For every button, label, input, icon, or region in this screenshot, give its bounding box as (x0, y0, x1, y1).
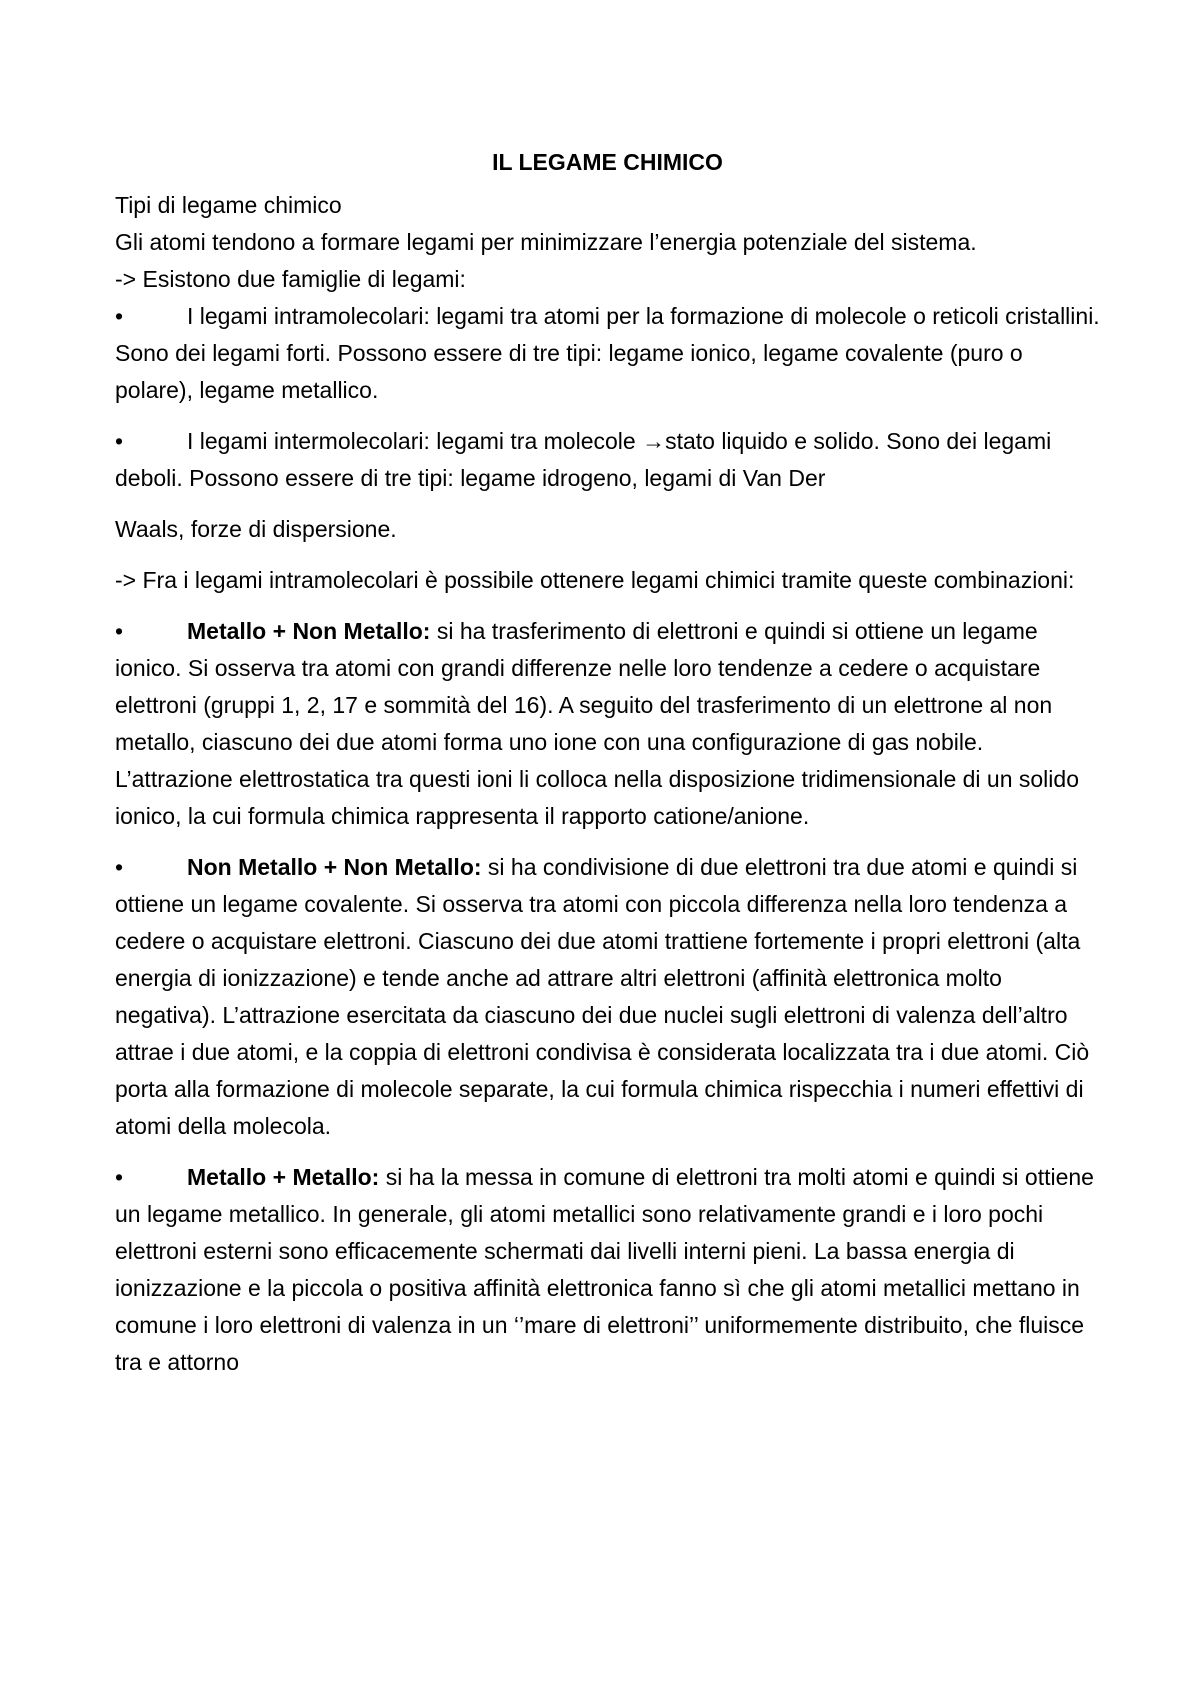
list-item-text: si ha la messa in comune di elettroni tra molti atomi e quindi si ottiene un legame metallico. In generale, gli atomi metallici sono relativamente grandi e i loro pochi elettroni esterni sono efficacemente schermati dai livelli interni pieni. La bassa energia di ionizzazione e la piccola o positiva affinità elettronica fanno sì che gli atomi metallici mettano in comune i loro elettroni di valenza in un ‘’mare di elettroni’’ uniformemente distribuito, che fluisce tra e attorno (115, 1164, 1094, 1375)
page-title: IL LEGAME CHIMICO (492, 149, 723, 175)
list-item-intermolecular (115, 423, 1100, 497)
bullet-icon: • (115, 618, 124, 644)
list-item-label: Metallo + Metallo: (187, 1164, 380, 1190)
list-item-text: I legami intermolecolari: legami tra molecole →stato liquido e solido. Sono dei legami deboli. Possono essere di tre tipi: legame idrogeno, legami di Van Der (115, 428, 1052, 491)
combinations-intro: -> Fra i legami intramolecolari è possibile ottenere legami chimici tramite queste combinazioni: (115, 567, 1075, 593)
list-item-metal-metal (115, 1159, 1100, 1381)
list-item-intramolecular (115, 298, 1100, 409)
list-item-label: Metallo + Non Metallo: (187, 618, 431, 644)
bullet-icon: • (115, 854, 124, 880)
list-item-label: Non Metallo + Non Metallo: (187, 854, 482, 880)
list-item-metal-nonmetal (115, 613, 1100, 835)
subtitle: Tipi di legame chimico (115, 192, 342, 218)
list-item-nonmetal-nonmetal (115, 849, 1100, 1145)
bullet-icon: • (115, 428, 124, 454)
list-item-text: I legami intramolecolari: legami tra atomi per la formazione di molecole o reticoli cristallini. Sono dei legami forti. Possono essere di tre tipi: legame ionico, legame covalente (puro o polare), legame metallico. (115, 303, 1100, 403)
document-body (115, 145, 1100, 1381)
list-item-text: si ha condivisione di due elettroni tra due atomi e quindi si ottiene un legame covalente. Si osserva tra atomi con piccola differenza nella loro tendenza a cedere o acquistare elettroni. Ciascuno dei due atomi trattiene fortemente i propri elettroni (alta energia di ionizzazione) e tende anche ad attrare altri elettroni (affinità elettronica molto negativa). L’attrazione esercitata da ciascuno dei due nuclei sugli elettroni di valenza dell’altro attrae i due atomi, e la coppia di elettroni condivisa è considerata localizzata tra i due atomi. Ciò porta alla formazione di molecole separate, la cui formula chimica rispecchia i numeri effettivi di atomi della molecola. (115, 854, 1090, 1139)
bullet-icon: • (115, 303, 124, 329)
intro-paragraph: Gli atomi tendono a formare legami per minimizzare l’energia potenziale del sistema. (115, 229, 977, 255)
list-item-text: si ha trasferimento di elettroni e quindi si ottiene un legame ionico. Si osserva tra atomi con grandi differenze nelle loro tendenze a cedere o acquistare elettroni (gruppi 1, 2, 17 e sommità del 16). A seguito del trasferimento di un elettrone al non metallo, ciascuno dei due atomi forma uno ione con una configurazione di gas nobile. L’attrazione elettrostatica tra questi ioni li colloca nella disposizione tridimensionale di un solido ionico, la cui formula chimica rappresenta il rapporto catione/anione. (115, 618, 1079, 829)
list-item-continuation: Waals, forze di dispersione. (115, 516, 397, 542)
families-intro: -> Esistono due famiglie di legami: (115, 266, 466, 292)
bullet-icon: • (115, 1164, 124, 1190)
